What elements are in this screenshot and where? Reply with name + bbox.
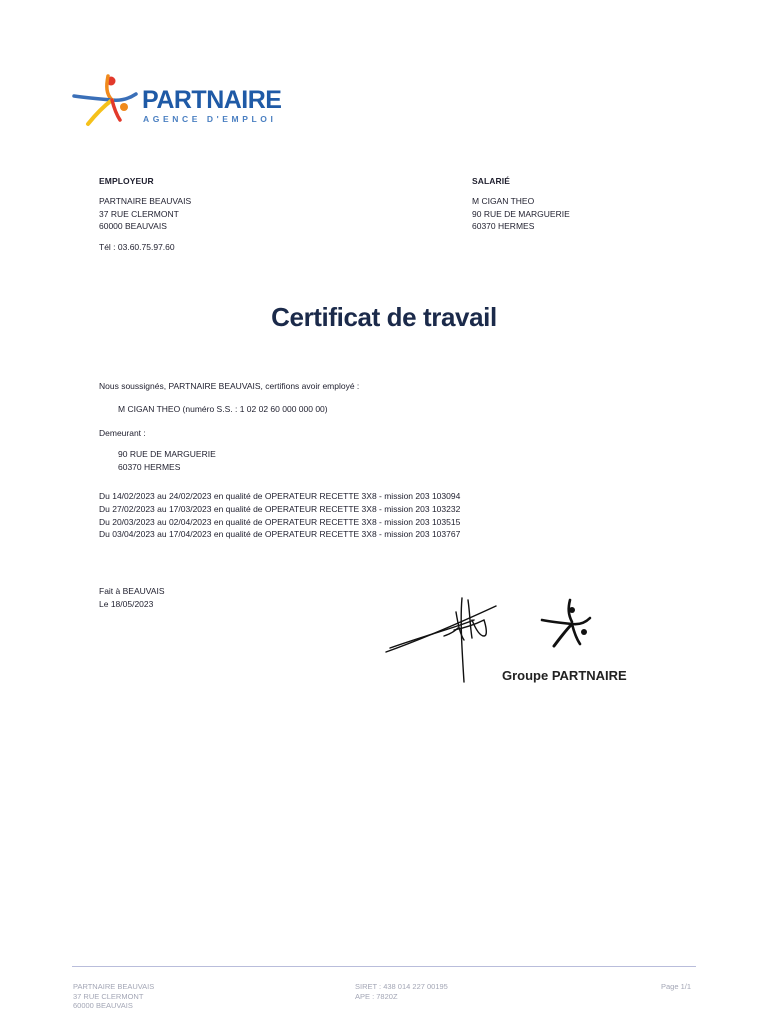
employer-address <box>99 195 191 233</box>
footer-line-text: 60000 BEAUVAIS <box>73 1001 133 1010</box>
groupe-partnaire-emblem-icon <box>542 600 590 646</box>
signoff <box>99 585 165 610</box>
mission-line: Du 27/02/2023 au 17/03/2023 en qualité de OPERATEUR RECETTE 3X8 - mission 203 103232 <box>99 503 461 514</box>
footer-divider <box>72 966 696 967</box>
page-number: Page 1/1 <box>661 982 692 991</box>
footer-company <box>73 982 154 1011</box>
handwritten-signature-icon <box>386 598 496 682</box>
residing-label: Demeurant : <box>99 428 146 438</box>
stamp-text: Groupe PARTNAIRE <box>502 668 627 683</box>
missions-list <box>99 490 460 541</box>
employer-phone: Tél : 03.60.75.97.60 <box>99 242 175 252</box>
signoff-place: Fait à BEAUVAIS <box>99 586 165 596</box>
footer-ape: APE : 7820Z <box>355 991 398 1001</box>
mission-line: Du 03/04/2023 au 17/04/2023 en qualité de OPERATEUR RECETTE 3X8 - mission 203 103767 <box>99 529 461 540</box>
employee-line: M CIGAN THEO <box>472 196 535 206</box>
address-line: 60370 HERMES <box>118 461 181 472</box>
intro-text: Nous soussignés, PARTNAIRE BEAUVAIS, certifions avoir employé : <box>99 381 360 391</box>
employee-line: 90 RUE DE MARGUERIE <box>472 208 570 219</box>
address-line: 90 RUE DE MARGUERIE <box>118 449 216 459</box>
footer-registration <box>355 982 448 1001</box>
footer-line-text: 37 RUE CLERMONT <box>73 991 144 1001</box>
signoff-date: Le 18/05/2023 <box>99 598 154 609</box>
footer-siret: SIRET : 438 014 227 00195 <box>355 982 448 991</box>
footer-line-text: PARTNAIRE BEAUVAIS <box>73 982 155 991</box>
employer-line: 37 RUE CLERMONT <box>99 208 179 219</box>
mission-line: Du 14/02/2023 au 24/02/2023 en qualité de OPERATEUR RECETTE 3X8 - mission 203 103094 <box>99 491 461 501</box>
employer-line: PARTNAIRE BEAUVAIS <box>99 196 192 206</box>
employer-line: 60000 BEAUVAIS <box>99 221 167 231</box>
document-title: Certificat de travail <box>271 302 497 332</box>
employee-line: 60370 HERMES <box>472 221 535 231</box>
brand-tagline: AGENCE D'EMPLOI <box>143 114 277 124</box>
employee-address <box>472 195 570 233</box>
mission-line: Du 20/03/2023 au 02/04/2023 en qualité de OPERATEUR RECETTE 3X8 - mission 203 103515 <box>99 516 461 527</box>
employee-heading: SALARIÉ <box>472 176 511 186</box>
brand-name: PARTNAIRE <box>142 86 282 114</box>
employer-heading: EMPLOYEUR <box>99 176 154 186</box>
residing-address <box>118 448 216 473</box>
employee-identity: M CIGAN THEO (numéro S.S. : 1 02 02 60 000 000 00) <box>118 404 328 414</box>
